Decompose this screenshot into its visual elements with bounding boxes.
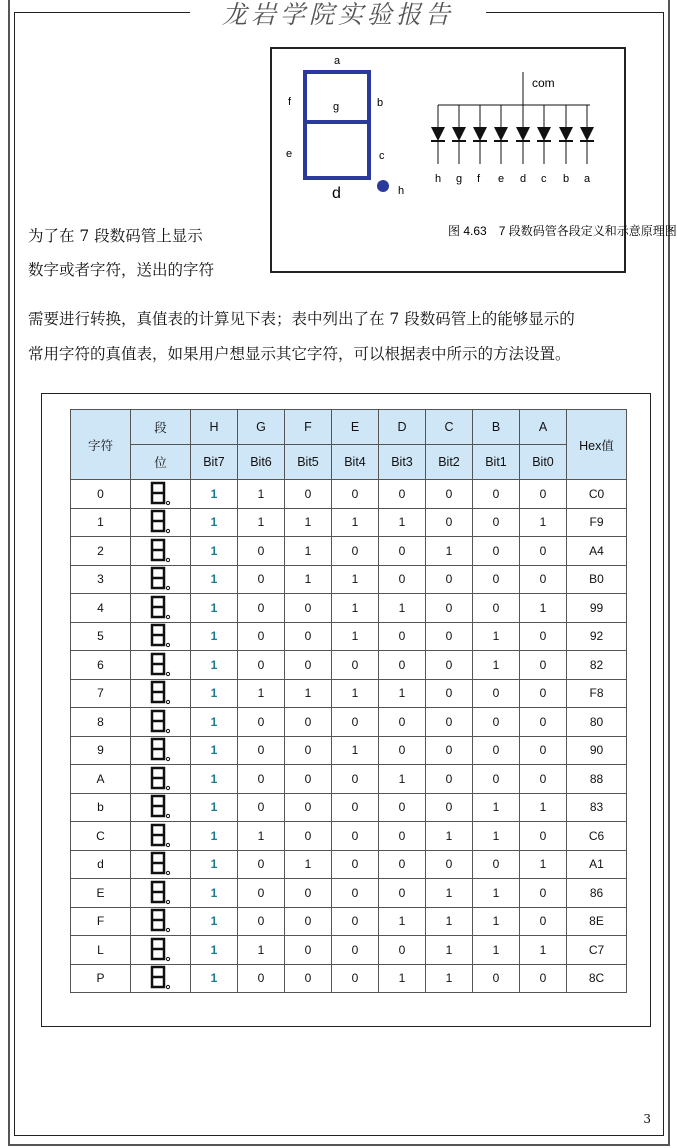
- pin-label: b: [563, 173, 570, 185]
- bit-cell: 1: [473, 822, 520, 851]
- header-bit: Bit5: [285, 445, 332, 480]
- header-bit: Bit6: [238, 445, 285, 480]
- table-row: [71, 822, 627, 851]
- diode-array: [431, 105, 594, 164]
- hex-cell: 92: [567, 622, 627, 651]
- bit-cell: 0: [473, 537, 520, 566]
- segment-icon-cell: [131, 879, 191, 908]
- bit-cell: 1: [191, 765, 238, 794]
- segment-icon-cell: [131, 850, 191, 879]
- bit-cell: 1: [285, 508, 332, 537]
- hex-cell: 88: [567, 765, 627, 794]
- page-header-title: 龙岩学院实验报告: [190, 0, 486, 30]
- seven-segment-icon: [149, 596, 173, 620]
- bit-cell: 0: [520, 879, 567, 908]
- segment-icon-cell: [131, 651, 191, 680]
- diode: [494, 105, 508, 164]
- bit-cell: 0: [426, 508, 473, 537]
- header-hex: Hex值: [567, 410, 627, 480]
- bit-cell: 0: [285, 765, 332, 794]
- bit-cell: 0: [238, 736, 285, 765]
- char-cell: d: [71, 850, 131, 879]
- segment-icon-cell: [131, 964, 191, 993]
- bit-cell: 0: [332, 822, 379, 851]
- char-cell: E: [71, 879, 131, 908]
- bit-cell: 0: [332, 537, 379, 566]
- segment-shape: [305, 72, 369, 178]
- bit-cell: 1: [426, 879, 473, 908]
- header-letter: B: [473, 410, 520, 445]
- bit-cell: 0: [426, 622, 473, 651]
- bit-cell: 0: [473, 508, 520, 537]
- bit-cell: 1: [332, 594, 379, 623]
- pin-labels: [435, 173, 591, 185]
- bit-cell: 0: [238, 907, 285, 936]
- bit-cell: 1: [426, 964, 473, 993]
- bit-cell: 0: [285, 594, 332, 623]
- bit-cell: 1: [238, 508, 285, 537]
- bit-cell: 0: [426, 793, 473, 822]
- bit-cell: 1: [332, 679, 379, 708]
- bit-cell: 1: [379, 594, 426, 623]
- seven-segment-icon: [149, 624, 173, 648]
- bit-cell: 0: [332, 907, 379, 936]
- hex-cell: 82: [567, 651, 627, 680]
- table-row: [71, 594, 627, 623]
- bit-cell: 0: [285, 907, 332, 936]
- char-cell: 3: [71, 565, 131, 594]
- segment-icon-cell: [131, 622, 191, 651]
- bit-cell: 1: [238, 480, 285, 509]
- bit-cell: 0: [238, 964, 285, 993]
- hex-cell: B0: [567, 565, 627, 594]
- bit-cell: 1: [332, 565, 379, 594]
- bit-cell: 1: [191, 907, 238, 936]
- header-pos: 位: [131, 445, 191, 480]
- char-cell: 9: [71, 736, 131, 765]
- table-row: [71, 793, 627, 822]
- hex-cell: C0: [567, 480, 627, 509]
- pin-label: d: [520, 173, 527, 185]
- bit-cell: 1: [473, 622, 520, 651]
- header-bit: Bit3: [379, 445, 426, 480]
- char-cell: 5: [71, 622, 131, 651]
- bit-cell: 0: [379, 565, 426, 594]
- char-cell: 4: [71, 594, 131, 623]
- hex-cell: F8: [567, 679, 627, 708]
- bit-cell: 0: [238, 708, 285, 737]
- bit-cell: 0: [520, 622, 567, 651]
- bit-cell: 0: [520, 765, 567, 794]
- bit-cell: 1: [191, 822, 238, 851]
- segment-icon-cell: [131, 793, 191, 822]
- table-row: [71, 480, 627, 509]
- bit-cell: 0: [426, 480, 473, 509]
- bit-cell: 0: [426, 651, 473, 680]
- diode: [431, 105, 445, 164]
- seven-segment-figure: [270, 47, 677, 273]
- hex-cell: C7: [567, 936, 627, 965]
- truth-table-body: [71, 480, 627, 993]
- header-rule-left: [14, 12, 190, 13]
- bit-cell: 1: [379, 964, 426, 993]
- bit-cell: 0: [473, 565, 520, 594]
- bit-cell: 0: [520, 480, 567, 509]
- segment-icon-cell: [131, 907, 191, 936]
- bit-cell: 0: [520, 537, 567, 566]
- char-cell: P: [71, 964, 131, 993]
- header-rule-right: [486, 12, 664, 13]
- bit-cell: 1: [238, 822, 285, 851]
- header-seg: 段: [131, 410, 191, 445]
- char-cell: 8: [71, 708, 131, 737]
- hex-cell: A1: [567, 850, 627, 879]
- bit-cell: 0: [379, 651, 426, 680]
- decimal-point-dot: [377, 180, 389, 192]
- label-b: b: [377, 97, 384, 109]
- bit-cell: 0: [379, 480, 426, 509]
- bit-cell: 1: [332, 622, 379, 651]
- char-cell: C: [71, 822, 131, 851]
- char-cell: 7: [71, 679, 131, 708]
- bit-cell: 1: [473, 651, 520, 680]
- table-row: [71, 565, 627, 594]
- header-bit: Bit2: [426, 445, 473, 480]
- intro-line-3: 需要进行转换，真值表的计算见下表；表中列出了在 7 段数码管上的能够显示的: [28, 310, 575, 328]
- pin-label: c: [541, 173, 547, 185]
- bit-cell: 0: [473, 736, 520, 765]
- bit-cell: 1: [191, 850, 238, 879]
- bit-cell: 0: [285, 622, 332, 651]
- bit-cell: 1: [191, 480, 238, 509]
- diode: [559, 105, 573, 164]
- segment-icon-cell: [131, 679, 191, 708]
- truth-table: [70, 409, 627, 993]
- seven-segment-diagram: [272, 49, 677, 271]
- hex-cell: C6: [567, 822, 627, 851]
- char-cell: b: [71, 793, 131, 822]
- bit-cell: 0: [379, 708, 426, 737]
- pin-label: f: [477, 173, 481, 185]
- table-row: [71, 508, 627, 537]
- bit-cell: 1: [191, 594, 238, 623]
- bit-cell: 1: [473, 793, 520, 822]
- bit-cell: 0: [285, 936, 332, 965]
- bit-cell: 0: [473, 679, 520, 708]
- label-c: c: [379, 150, 385, 162]
- bit-cell: 0: [379, 537, 426, 566]
- bit-cell: 1: [520, 850, 567, 879]
- com-label: com: [532, 76, 555, 90]
- diode: [537, 105, 551, 164]
- char-cell: 0: [71, 480, 131, 509]
- seven-segment-icon: [149, 795, 173, 819]
- bit-cell: 0: [520, 679, 567, 708]
- bit-cell: 1: [191, 679, 238, 708]
- char-cell: F: [71, 907, 131, 936]
- pin-label: h: [435, 173, 442, 185]
- bit-cell: 1: [473, 879, 520, 908]
- header-char: 字符: [71, 410, 131, 480]
- bit-cell: 1: [191, 736, 238, 765]
- bit-cell: 0: [426, 565, 473, 594]
- bit-cell: 0: [285, 793, 332, 822]
- hex-cell: 86: [567, 879, 627, 908]
- bit-cell: 1: [379, 907, 426, 936]
- bit-cell: 0: [238, 622, 285, 651]
- segment-icon-cell: [131, 537, 191, 566]
- header-letter: F: [285, 410, 332, 445]
- segment-icon-cell: [131, 480, 191, 509]
- hex-cell: 99: [567, 594, 627, 623]
- hex-cell: 90: [567, 736, 627, 765]
- seven-segment-icon: [149, 710, 173, 734]
- bit-cell: 0: [285, 651, 332, 680]
- bit-cell: 0: [285, 708, 332, 737]
- bit-cell: 1: [379, 765, 426, 794]
- seven-segment-icon: [149, 681, 173, 705]
- char-cell: L: [71, 936, 131, 965]
- header-letter: A: [520, 410, 567, 445]
- bit-cell: 0: [332, 936, 379, 965]
- header-bit: Bit4: [332, 445, 379, 480]
- bit-cell: 0: [238, 594, 285, 623]
- label-a: a: [334, 55, 341, 67]
- segment-icon-cell: [131, 936, 191, 965]
- bit-cell: 1: [191, 708, 238, 737]
- bit-cell: 0: [379, 736, 426, 765]
- header-letter: C: [426, 410, 473, 445]
- segment-icon-cell: [131, 765, 191, 794]
- bit-cell: 0: [426, 679, 473, 708]
- seven-segment-icon: [149, 539, 173, 563]
- label-e: e: [286, 148, 293, 160]
- bit-cell: 1: [520, 936, 567, 965]
- header-letter: D: [379, 410, 426, 445]
- seven-segment-icon: [149, 482, 173, 506]
- bit-cell: 0: [520, 565, 567, 594]
- circuit-lines: [438, 72, 590, 105]
- bit-cell: 1: [426, 822, 473, 851]
- bit-cell: 0: [473, 850, 520, 879]
- bit-cell: 1: [191, 537, 238, 566]
- bit-cell: 0: [520, 822, 567, 851]
- hex-cell: F9: [567, 508, 627, 537]
- bit-cell: 0: [332, 850, 379, 879]
- hex-cell: 83: [567, 793, 627, 822]
- seven-segment-icon: [149, 938, 173, 962]
- table-row: [71, 651, 627, 680]
- bit-cell: 0: [379, 879, 426, 908]
- bit-cell: 0: [285, 736, 332, 765]
- bit-cell: 0: [473, 594, 520, 623]
- bit-cell: 0: [285, 480, 332, 509]
- bit-cell: 0: [332, 651, 379, 680]
- bit-cell: 1: [379, 679, 426, 708]
- hex-cell: 8E: [567, 907, 627, 936]
- bit-cell: 0: [520, 651, 567, 680]
- bit-cell: 1: [473, 907, 520, 936]
- bit-cell: 1: [191, 565, 238, 594]
- bit-cell: 0: [285, 879, 332, 908]
- pin-label: e: [498, 173, 505, 185]
- table-row: [71, 679, 627, 708]
- pin-label: a: [584, 173, 591, 185]
- bit-cell: 0: [332, 480, 379, 509]
- bit-cell: 0: [238, 765, 285, 794]
- diode: [452, 105, 466, 164]
- bit-cell: 1: [191, 936, 238, 965]
- figure-caption: 图 4.63 7 段数码管各段定义和示意原理图: [448, 224, 677, 238]
- seven-segment-icon: [149, 510, 173, 534]
- bit-cell: 0: [332, 879, 379, 908]
- pin-label: g: [456, 173, 463, 185]
- bit-cell: 1: [426, 537, 473, 566]
- table-row: [71, 936, 627, 965]
- bit-cell: 0: [238, 793, 285, 822]
- bit-cell: 0: [426, 850, 473, 879]
- bit-cell: 0: [473, 765, 520, 794]
- bit-cell: 0: [379, 822, 426, 851]
- table-row: [71, 736, 627, 765]
- hex-cell: 8C: [567, 964, 627, 993]
- table-row: [71, 964, 627, 993]
- bit-cell: 1: [238, 679, 285, 708]
- bit-cell: 0: [379, 793, 426, 822]
- bit-cell: 1: [285, 679, 332, 708]
- bit-cell: 0: [426, 765, 473, 794]
- header-letter: H: [191, 410, 238, 445]
- char-cell: 6: [71, 651, 131, 680]
- bit-cell: 0: [238, 850, 285, 879]
- bit-cell: 1: [332, 508, 379, 537]
- seven-segment-icon: [149, 852, 173, 876]
- table-row: [71, 907, 627, 936]
- bit-cell: 1: [332, 736, 379, 765]
- header-letter: G: [238, 410, 285, 445]
- bit-cell: 0: [473, 708, 520, 737]
- bit-cell: 1: [191, 651, 238, 680]
- label-h: h: [398, 185, 405, 197]
- intro-line-1: 为了在 7 段数码管上显示: [28, 227, 203, 245]
- char-cell: 1: [71, 508, 131, 537]
- char-cell: A: [71, 765, 131, 794]
- diode: [580, 105, 594, 164]
- seven-segment-icon: [149, 966, 173, 990]
- bit-cell: 1: [426, 907, 473, 936]
- segment-icon-cell: [131, 736, 191, 765]
- table-row: [71, 622, 627, 651]
- table-row: [71, 708, 627, 737]
- bit-cell: 1: [520, 793, 567, 822]
- table-row: [71, 850, 627, 879]
- bit-cell: 0: [379, 850, 426, 879]
- diode: [473, 105, 487, 164]
- table-row: [71, 765, 627, 794]
- seven-segment-icon: [149, 653, 173, 677]
- bit-cell: 1: [191, 793, 238, 822]
- bit-cell: 1: [285, 537, 332, 566]
- diode: [516, 105, 530, 164]
- bit-cell: 1: [426, 936, 473, 965]
- intro-line-2: 数字或者字符，送出的字符: [28, 261, 215, 279]
- segment-icon-cell: [131, 565, 191, 594]
- bit-cell: 0: [332, 793, 379, 822]
- char-cell: 2: [71, 537, 131, 566]
- bit-cell: 1: [191, 879, 238, 908]
- segment-icon-cell: [131, 822, 191, 851]
- bit-cell: 1: [520, 508, 567, 537]
- bit-cell: 0: [332, 765, 379, 794]
- label-g: g: [333, 101, 340, 113]
- seven-segment-icon: [149, 881, 173, 905]
- bit-cell: 1: [191, 964, 238, 993]
- table-row: [71, 537, 627, 566]
- seven-segment-icon: [149, 767, 173, 791]
- bit-cell: 1: [285, 850, 332, 879]
- bit-cell: 1: [191, 622, 238, 651]
- table-row: [71, 879, 627, 908]
- bit-cell: 0: [238, 651, 285, 680]
- bit-cell: 0: [332, 708, 379, 737]
- bit-cell: 1: [473, 936, 520, 965]
- hex-cell: 80: [567, 708, 627, 737]
- bit-cell: 0: [379, 622, 426, 651]
- bit-cell: 0: [426, 594, 473, 623]
- bit-cell: 0: [238, 537, 285, 566]
- bit-cell: 0: [520, 736, 567, 765]
- segment-icon-cell: [131, 708, 191, 737]
- segment-icon-cell: [131, 508, 191, 537]
- bit-cell: 0: [520, 964, 567, 993]
- intro-line-4: 常用字符的真值表，如果用户想显示其它字符，可以根据表中所示的方法设置。: [28, 345, 571, 363]
- seven-segment-icon: [149, 567, 173, 591]
- segment-icon-cell: [131, 594, 191, 623]
- label-d: d: [332, 185, 341, 202]
- bit-cell: 1: [520, 594, 567, 623]
- header-letter: E: [332, 410, 379, 445]
- bit-cell: 0: [426, 708, 473, 737]
- header-bit: Bit1: [473, 445, 520, 480]
- bit-cell: 0: [285, 822, 332, 851]
- seven-segment-icon: [149, 738, 173, 762]
- label-f: f: [288, 96, 292, 108]
- bit-cell: 1: [238, 936, 285, 965]
- hex-cell: A4: [567, 537, 627, 566]
- bit-cell: 0: [238, 565, 285, 594]
- bit-cell: 0: [426, 736, 473, 765]
- bit-cell: 1: [379, 508, 426, 537]
- seven-segment-icon: [149, 909, 173, 933]
- page-number: 3: [643, 1112, 651, 1126]
- bit-cell: 0: [379, 936, 426, 965]
- bit-cell: 0: [520, 708, 567, 737]
- bit-cell: 0: [520, 907, 567, 936]
- bit-cell: 0: [285, 964, 332, 993]
- bit-cell: 1: [191, 508, 238, 537]
- bit-cell: 0: [473, 480, 520, 509]
- bit-cell: 0: [238, 879, 285, 908]
- seven-segment-icon: [149, 824, 173, 848]
- header-bit: Bit7: [191, 445, 238, 480]
- bit-cell: 0: [473, 964, 520, 993]
- bit-cell: 1: [285, 565, 332, 594]
- bit-cell: 0: [332, 964, 379, 993]
- header-bit: Bit0: [520, 445, 567, 480]
